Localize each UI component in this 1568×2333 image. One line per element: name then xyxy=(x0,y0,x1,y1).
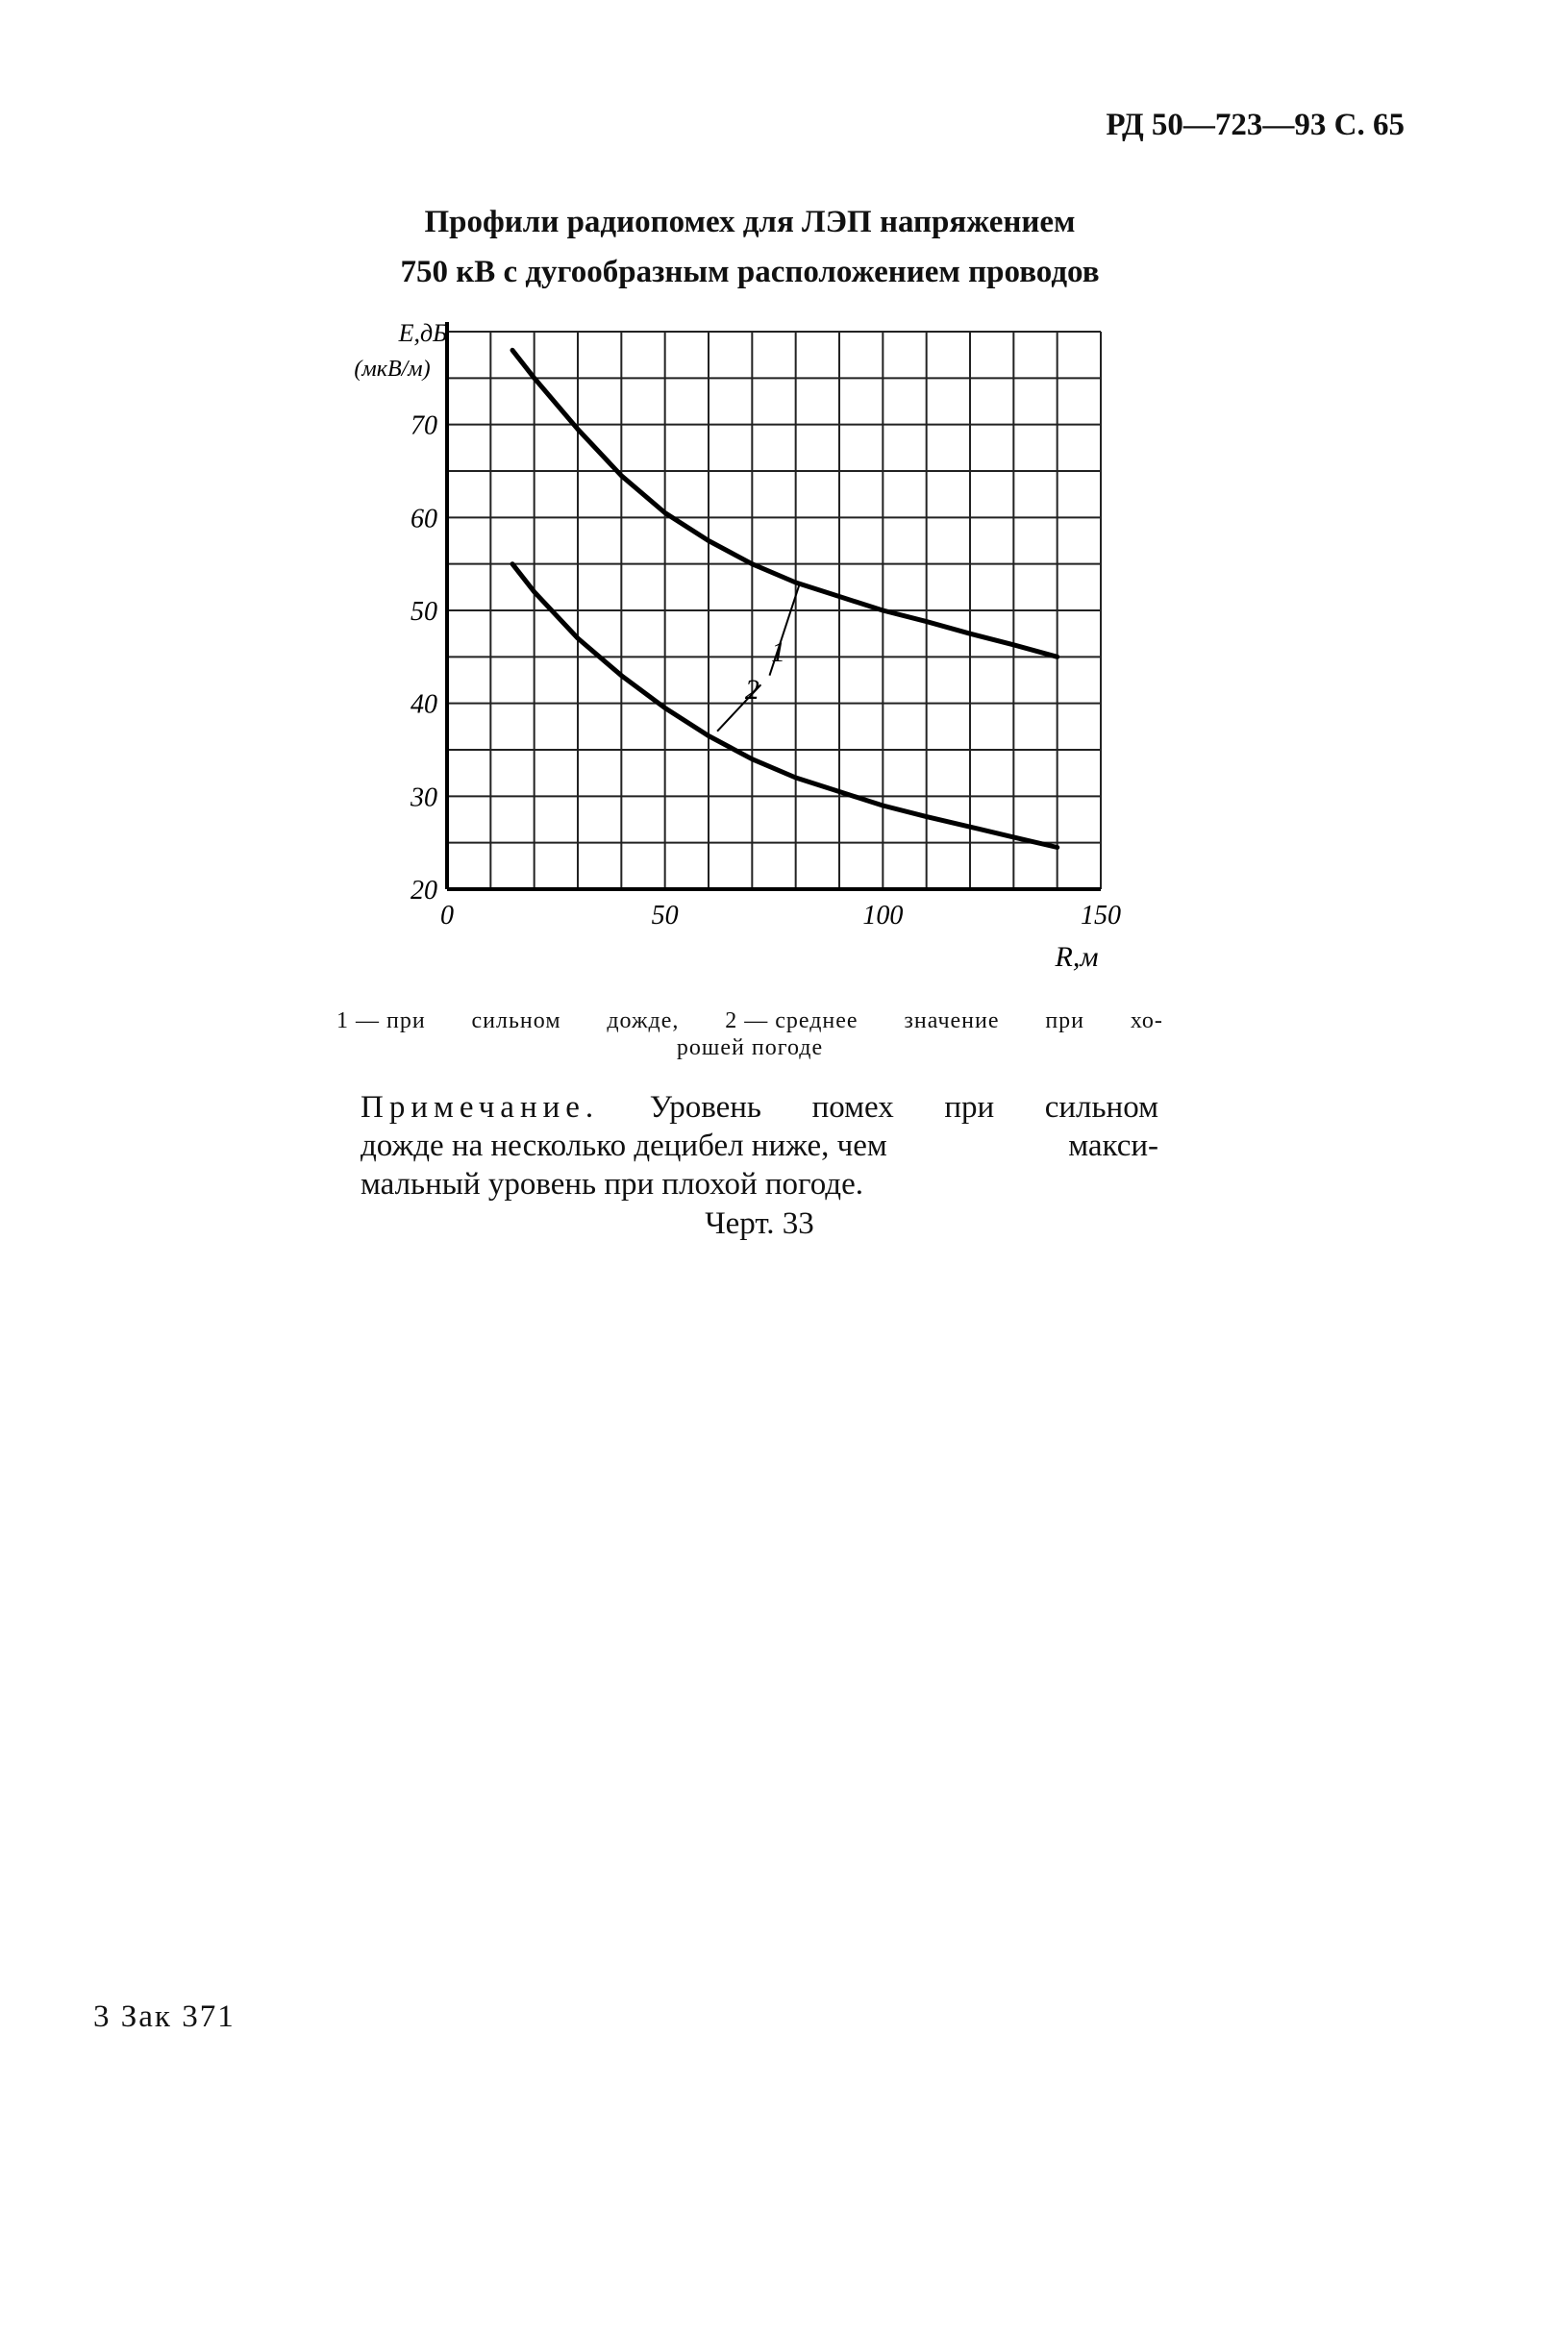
note-word: Уровень xyxy=(649,1090,761,1125)
legend-word: дожде, xyxy=(607,1008,680,1033)
note-text: макси- xyxy=(1068,1129,1158,1163)
y-tick-label: 50 xyxy=(411,597,437,627)
legend-item-1: 1 — при xyxy=(336,1008,426,1033)
y-tick-label: 30 xyxy=(411,782,437,813)
y-tick-label: 20 xyxy=(411,876,437,906)
chart-labels xyxy=(354,319,1121,973)
chart-title xyxy=(317,197,1182,297)
y-tick-label: 70 xyxy=(411,410,437,441)
document-reference: РД 50—723—93 С. 65 xyxy=(1106,108,1405,142)
legend-word: сильном xyxy=(471,1008,561,1033)
x-axis-label: R,м xyxy=(1055,941,1099,973)
x-tick-label: 100 xyxy=(862,901,904,931)
note-text: мальный уровень при плохой погоде. xyxy=(361,1167,863,1202)
legend-item-2: 2 — среднее xyxy=(725,1008,859,1033)
title-line-1: Профили радиопомех для ЛЭП напряжением xyxy=(424,205,1076,239)
note-paragraph xyxy=(361,1088,1158,1204)
title-line-2: 750 кВ с дугообразным расположением проводов xyxy=(400,255,1100,289)
legend-word: значение xyxy=(904,1008,1000,1033)
y-tick-label: 40 xyxy=(411,689,437,720)
legend-word: при xyxy=(1045,1008,1085,1033)
x-tick-label: 150 xyxy=(1081,901,1121,931)
legend-word: хо- xyxy=(1130,1008,1163,1033)
y-axis-label-line-1: E,дБ xyxy=(398,319,448,347)
note-word: сильном xyxy=(1044,1090,1158,1125)
curve-label-1: 1 xyxy=(771,636,786,669)
legend-line-2: рошей погоде xyxy=(676,1035,824,1060)
y-axis-label-line-2: (мкВ/м) xyxy=(354,357,431,382)
note-text: дожде на несколько децибел ниже, чем xyxy=(361,1129,887,1163)
series-curve-2 xyxy=(512,564,1058,848)
drawing-number: Черт. 33 xyxy=(705,1206,814,1241)
note-word: при xyxy=(944,1090,995,1125)
curve-label-2: 2 xyxy=(744,673,759,706)
chart-grid xyxy=(447,332,1101,889)
chart-legend xyxy=(336,1007,1163,1061)
x-tick-label: 50 xyxy=(651,901,679,931)
y-tick-label: 60 xyxy=(411,504,437,534)
note-word: помех xyxy=(811,1090,894,1125)
order-number: 3 Зак 371 xyxy=(93,1999,236,2034)
note-label: Примечание. xyxy=(361,1090,600,1125)
radio-interference-chart xyxy=(317,312,1182,1005)
x-tick-label: 0 xyxy=(440,901,454,931)
